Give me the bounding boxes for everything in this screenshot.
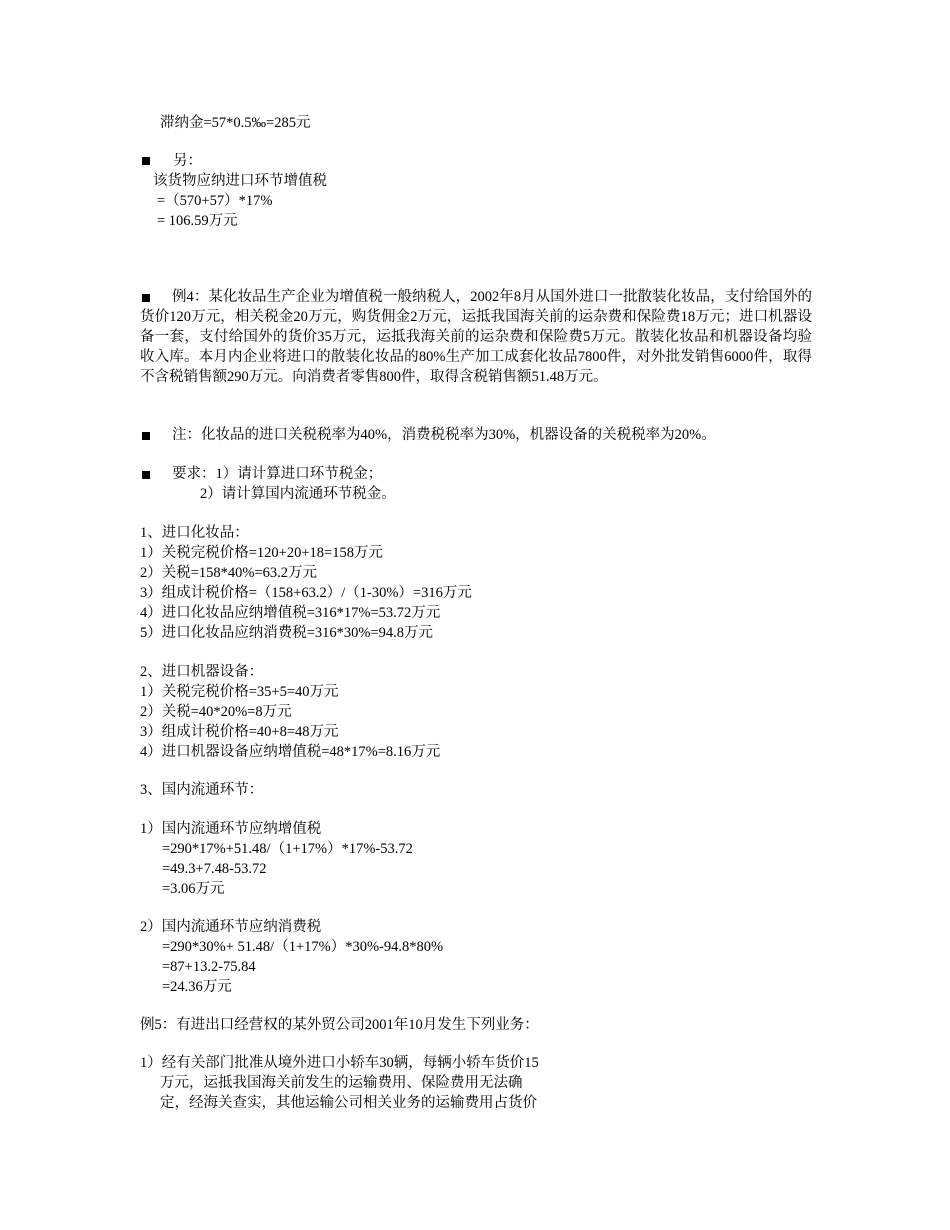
section1-line: 4）进口化妆品应纳增值税=316*17%=53.72万元 xyxy=(140,605,441,621)
bullet-icon xyxy=(142,157,150,165)
section2-line: 3）组成计税价格=40+8=48万元 xyxy=(140,724,339,740)
section2-line: 1）关税完税价格=35+5=40万元 xyxy=(140,684,339,700)
also-label: 另： xyxy=(173,153,202,169)
section2-title: 2、进口机器设备： xyxy=(140,664,264,680)
requirement-1: 要求：1）请计算进口环节税金； xyxy=(172,466,383,482)
late-fee-line: 滞纳金=57*0.5‰=285元 xyxy=(160,115,311,131)
section1-title: 1、进口化妆品： xyxy=(140,525,249,541)
example5-item1-line: 万元，运抵我国海关前发生的运输费用、保险费用无法确 xyxy=(160,1075,523,1091)
domestic-vat-title: 1）国内流通环节应纳增值税 xyxy=(140,821,322,837)
domestic-vat-line: =3.06万元 xyxy=(162,881,225,897)
section1-line: 3）组成计税价格=（158+63.2）/（1-30%）=316万元 xyxy=(140,585,472,601)
example4-note: 注：化妆品的进口关税税率为40%，消费税税率为30%，机器设备的关税税率为20%。 xyxy=(172,427,716,443)
section1-line: 2）关税=158*40%=63.2万元 xyxy=(140,565,318,581)
example5-item1-line: 1）经有关部门批准从境外进口小轿车30辆，每辆小轿车货价15 xyxy=(140,1055,539,1071)
domestic-consumption-tax-line: =290*30%+ 51.48/（1+17%）*30%-94.8*80% xyxy=(162,939,444,955)
section2-line: 2）关税=40*20%=8万元 xyxy=(140,704,292,720)
domestic-consumption-tax-line: =24.36万元 xyxy=(162,979,232,995)
section3-title: 3、国内流通环节： xyxy=(140,782,264,798)
section2-line: 4）进口机器设备应纳增值税=48*17%=8.16万元 xyxy=(140,744,441,760)
section1-line: 5）进口化妆品应纳消费税=316*30%=94.8万元 xyxy=(140,625,434,641)
example5-item1-line: 定，经海关查实，其他运输公司相关业务的运输费用占货价 xyxy=(160,1095,537,1111)
vat-title: 该货物应纳进口环节增值税 xyxy=(153,173,327,189)
domestic-consumption-tax-line: =87+13.2-75.84 xyxy=(162,959,256,975)
bullet-icon xyxy=(142,471,150,479)
bullet-icon xyxy=(142,432,150,440)
domestic-vat-line: =49.3+7.48-53.72 xyxy=(162,861,267,877)
example5-title: 例5：有进出口经营权的某外贸公司2001年10月发生下列业务： xyxy=(140,1017,539,1033)
vat-result: = 106.59万元 xyxy=(157,213,238,229)
section1-line: 1）关税完税价格=120+20+18=158万元 xyxy=(140,545,383,561)
example4-paragraph: 例4：某化妆品生产企业为增值税一般纳税人，2002年8月从国外进口一批散装化妆品，支付给国外的货价120万元，相关税金20万元，购货佣金2万元，运抵我国海关前的运杂费和保险费18万元；进口机器设备一套，支付给国外的货价35万元，运抵我海关前的运杂费和保险费5万元。散装化妆品和机器设备均验收入库。本月内企业将进口的散装化妆品的80%生产加工成套化妆品7800件，对外批发销售6000件，取得不含税销售额290万元。向消费者零售800件，取得含税销售额51.48万元。 xyxy=(140,289,812,385)
domestic-vat-line: =290*17%+51.48/（1+17%）*17%-53.72 xyxy=(162,841,413,857)
vat-calc: =（570+57）*17% xyxy=(157,193,273,209)
domestic-consumption-tax-title: 2）国内流通环节应纳消费税 xyxy=(140,919,322,935)
requirement-2: 2）请计算国内流通环节税金。 xyxy=(200,486,396,502)
